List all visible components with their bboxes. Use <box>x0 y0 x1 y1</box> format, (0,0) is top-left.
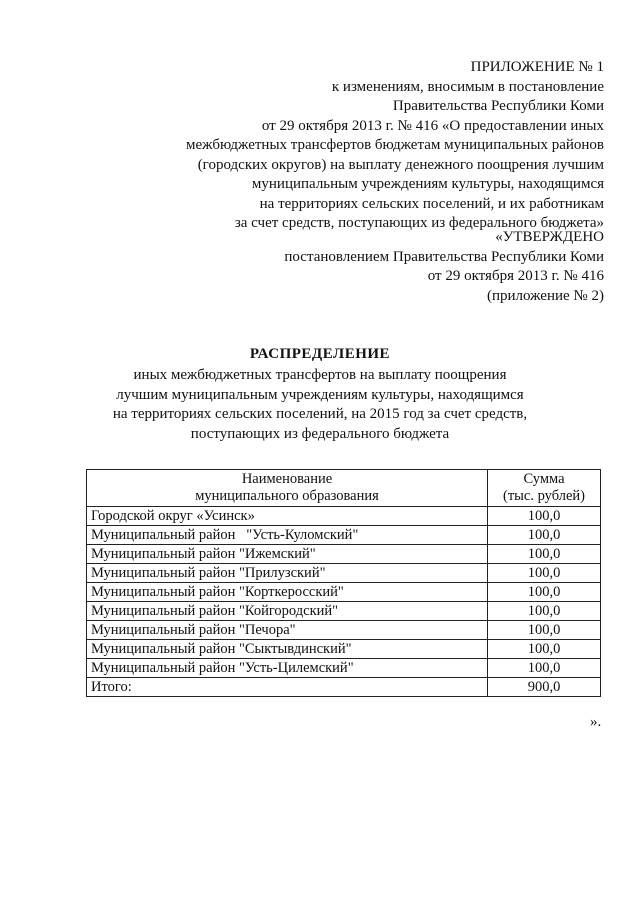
row-sum: 100,0 <box>488 564 601 583</box>
header-line: (городских округов) на выплату денежного поощрения лучшим <box>197 156 604 173</box>
subtitle-line: поступающих из федерального бюджета <box>190 425 450 442</box>
header-text: муниципального образования <box>195 488 379 504</box>
row-name: Муниципальный район "Сыктывдинский" <box>87 640 488 659</box>
header-line: от 29 октября 2013 г. № 416 «О предоставлении иных <box>261 117 604 134</box>
total-row <box>87 678 601 697</box>
row-name: Городской округ «Усинск» <box>87 507 488 526</box>
row-sum: 100,0 <box>488 507 601 526</box>
subtitle-line: лучшим муниципальным учреждениям культуры, находящимся <box>116 386 524 403</box>
header-text: Сумма <box>523 471 565 487</box>
header-line: муниципальным учреждениям культуры, находящимся <box>251 176 604 192</box>
document-subtitle <box>0 366 640 444</box>
appendix-header <box>144 58 604 234</box>
total-label: Итого: <box>87 678 488 697</box>
column-header-sum <box>488 470 601 507</box>
row-name: Муниципальный район "Койгородский" <box>87 602 488 621</box>
header-line: ПРИЛОЖЕНИЕ № 1 <box>470 59 604 75</box>
header-line: Правительства Республики Коми <box>392 98 604 114</box>
document-title: РАСПРЕДЕЛЕНИЕ <box>249 346 391 362</box>
approval-line: «УТВЕРЖДЕНО <box>495 229 604 245</box>
row-name: Муниципальный район "Усть-Цилемский" <box>87 659 488 678</box>
row-sum: 100,0 <box>488 545 601 564</box>
approval-line: постановлением Правительства Республики Коми <box>284 248 604 265</box>
column-header-name <box>87 470 488 507</box>
table-row <box>87 640 601 659</box>
row-name: Муниципальный район "Корткеросский" <box>87 583 488 602</box>
table-row <box>87 564 601 583</box>
row-name: Муниципальный район "Прилузский" <box>87 564 488 583</box>
header-text: Наименование <box>241 471 333 487</box>
row-name: Муниципальный район "Печора" <box>87 621 488 640</box>
row-name: Муниципальный район "Ижемский" <box>87 545 488 564</box>
table-row <box>87 602 601 621</box>
header-text: (тыс. рублей) <box>503 488 585 504</box>
row-sum: 100,0 <box>488 659 601 678</box>
approval-line: (приложение № 2) <box>486 287 604 304</box>
row-name: Муниципальный район "Усть-Куломский" <box>87 526 488 545</box>
header-line: за счет средств, поступающих из федерального бюджета» <box>234 215 604 231</box>
distribution-table <box>86 469 601 697</box>
header-line: на территориях сельских поселений, и их работникам <box>259 195 604 212</box>
row-sum: 100,0 <box>488 526 601 545</box>
row-sum: 100,0 <box>488 640 601 659</box>
subtitle-line: иных межбюджетных трансфертов на выплату поощрения <box>133 367 507 383</box>
row-sum: 100,0 <box>488 621 601 640</box>
total-sum: 900,0 <box>488 678 601 697</box>
header-line: к изменениям, вносимым в постановление <box>331 78 604 95</box>
row-sum: 100,0 <box>488 602 601 621</box>
subtitle-line: на территориях сельских поселений, на 2015 год за счет средств, <box>112 406 528 422</box>
table-row <box>87 583 601 602</box>
table-row <box>87 526 601 545</box>
table-row <box>87 545 601 564</box>
approval-block <box>204 228 604 306</box>
approval-line: от 29 октября 2013 г. № 416 <box>427 268 604 284</box>
table-row <box>87 507 601 526</box>
table-header-row <box>87 470 601 507</box>
row-sum: 100,0 <box>488 583 601 602</box>
table-row <box>87 621 601 640</box>
table-row <box>87 659 601 678</box>
header-line: межбюджетных трансфертов бюджетам муниципальных районов <box>186 137 604 153</box>
closing-quote-mark: ». <box>590 714 602 730</box>
